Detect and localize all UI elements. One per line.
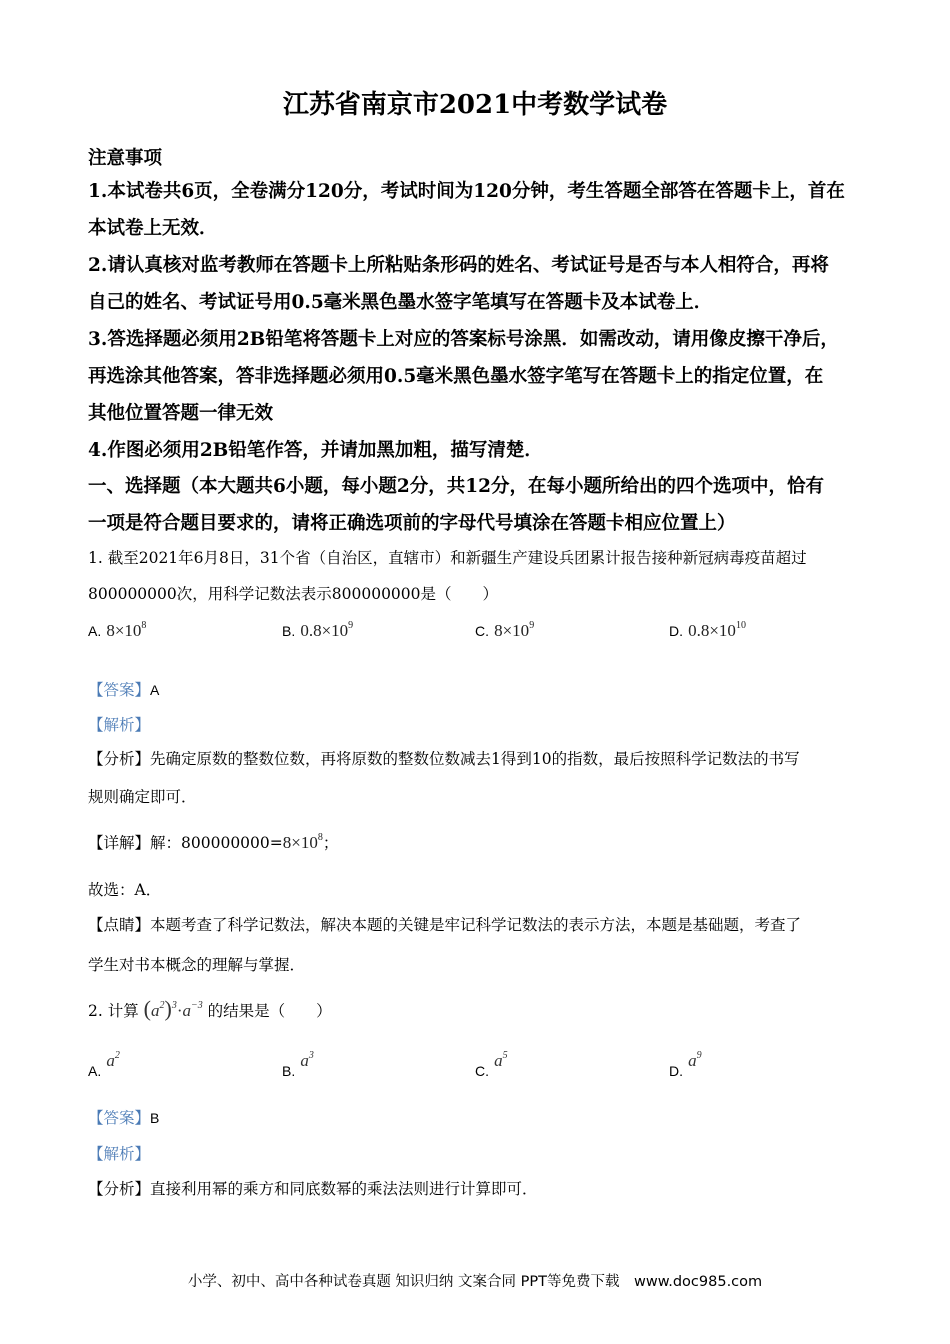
notice-line: 再选涂其他答案，答非选择题必须用0.5毫米黑色墨水签字笔写在答题卡上的指定位置，在: [88, 366, 824, 387]
question-1-text: 1. 截至2021年6月8日，31个省（自治区，直辖市）和新疆生产建设兵团累计报告接种新冠病毒疫苗超过: [88, 549, 807, 567]
option-math: $a^3$: [300, 1050, 314, 1070]
notice-line: 其他位置答题一律无效: [88, 403, 274, 424]
q2-fenxi: [88, 1177, 538, 1199]
notice-line: 自己的姓名、考试证号用0.5毫米黑色墨水签字笔填写在答题卡及本试卷上．: [88, 292, 713, 313]
detail-text: 解：800000000=: [150, 834, 283, 852]
q1-answer: [88, 678, 159, 700]
page-title: 江苏省南京市2021中考数学试卷: [282, 90, 668, 120]
notice-line: 本试卷上无效．: [88, 218, 218, 239]
q1-option-a: [88, 620, 146, 641]
option-letter: D.: [669, 623, 683, 639]
section-heading: 一、选择题（本大题共6小题，每小题2分，共12分，在每小题所给出的四个选项中，恰有: [88, 476, 824, 497]
option-math: $a^5$: [494, 1050, 508, 1070]
dianjing-tag: 【点睛】: [88, 916, 151, 934]
option-math: $0.8\times 10^{10}$: [688, 620, 746, 640]
notice-line: 1.本试卷共6页，全卷满分120分，考试时间为120分钟，考生答题全部答在答题卡上，首在: [88, 181, 845, 202]
option-letter: B.: [282, 1063, 296, 1079]
q2-option-a: [88, 1050, 120, 1079]
dianjing-text: 本题考查了科学记数法，解决本题的关键是牢记科学记数法的表示方法，本题是基础题，考查了: [150, 916, 802, 934]
fenxi-tag: 【分析】: [88, 1180, 151, 1198]
q2-option-c: [475, 1050, 508, 1079]
q2-suffix: 的结果是（ ）: [207, 1002, 332, 1020]
option-math: $8\times 10^8$: [106, 620, 147, 640]
q2-prefix: 2. 计算: [88, 1002, 139, 1020]
notice-heading: 注意事项: [88, 148, 163, 169]
fenxi-text: 先确定原数的整数位数，再将原数的整数位数减去1得到10的指数，最后按照科学记数法的书写: [150, 750, 800, 768]
q1-option-c: [475, 620, 534, 641]
section-heading-cont: 一项是符合题目要求的，请将正确选项前的字母代号填涂在答题卡相应位置上）: [88, 513, 736, 534]
option-letter: D.: [669, 1063, 683, 1079]
q1-detail: 【详解】解：$800000000=8\times 10^8$；: [88, 832, 339, 852]
option-math: $a^9$: [688, 1050, 702, 1070]
notice-line: 4.作图必须用2B铅笔作答，并请加黑加粗，描写清楚．: [88, 440, 543, 461]
option-math: $0.8\times 10^9$: [300, 620, 354, 640]
q1-fenxi-cont: 规则确定即可．: [88, 788, 197, 806]
detail-tag: 【详解】: [88, 834, 151, 852]
option-letter: C.: [475, 623, 489, 639]
option-letter: C.: [475, 1063, 489, 1079]
answer-tag: 【答案】: [88, 681, 151, 699]
option-math: $8\times 10^9$: [494, 620, 535, 640]
q2-option-d: [669, 1050, 702, 1079]
answer-value: A: [150, 682, 160, 698]
q1-option-d: [669, 620, 746, 641]
q1-dianjing: [88, 913, 801, 935]
answer-tag: 【答案】: [88, 1109, 151, 1127]
option-math: $a^2$: [106, 1050, 120, 1070]
q1-analysis-tag: 【解析】: [88, 716, 151, 734]
q1-fenxi: [88, 747, 800, 769]
notice-line: 3.答选择题必须用2B铅笔将答题卡上对应的答案标号涂黑．如需改动，请用像皮擦干净后，: [88, 329, 839, 350]
page-footer: 小学、初中、高中各种试卷真题 知识归纳 文案合同 PPT等免费下载 www.doc985.com: [187, 1274, 763, 1290]
q2-expression: $(a^2)^3\cdot a^{-3}$: [143, 996, 203, 1021]
question-2-text: [88, 996, 332, 1022]
fenxi-tag: 【分析】: [88, 750, 151, 768]
question-1-text-cont: 800000000次，用科学记数法表示800000000是（ ）: [88, 585, 499, 603]
q1-dianjing-cont: 学生对书本概念的理解与掌握．: [88, 956, 306, 974]
fenxi-text: 直接利用幂的乘方和同底数幂的乘法法则进行计算即可．: [150, 1180, 538, 1198]
detail-math: $8\times 10^8$: [282, 832, 323, 852]
notice-line: 2.请认真核对监考教师在答题卡上所粘贴条形码的姓名、考试证号是否与本人相符合，再将: [88, 255, 829, 276]
q2-answer: [88, 1106, 159, 1128]
q1-choose: 故选：A．: [88, 881, 162, 899]
option-letter: A.: [88, 1063, 102, 1079]
q1-option-b: [282, 620, 353, 641]
q2-analysis-tag: 【解析】: [88, 1145, 151, 1163]
option-letter: A.: [88, 623, 102, 639]
answer-value: B: [150, 1110, 160, 1126]
option-letter: B.: [282, 623, 296, 639]
q2-option-b: [282, 1050, 314, 1079]
